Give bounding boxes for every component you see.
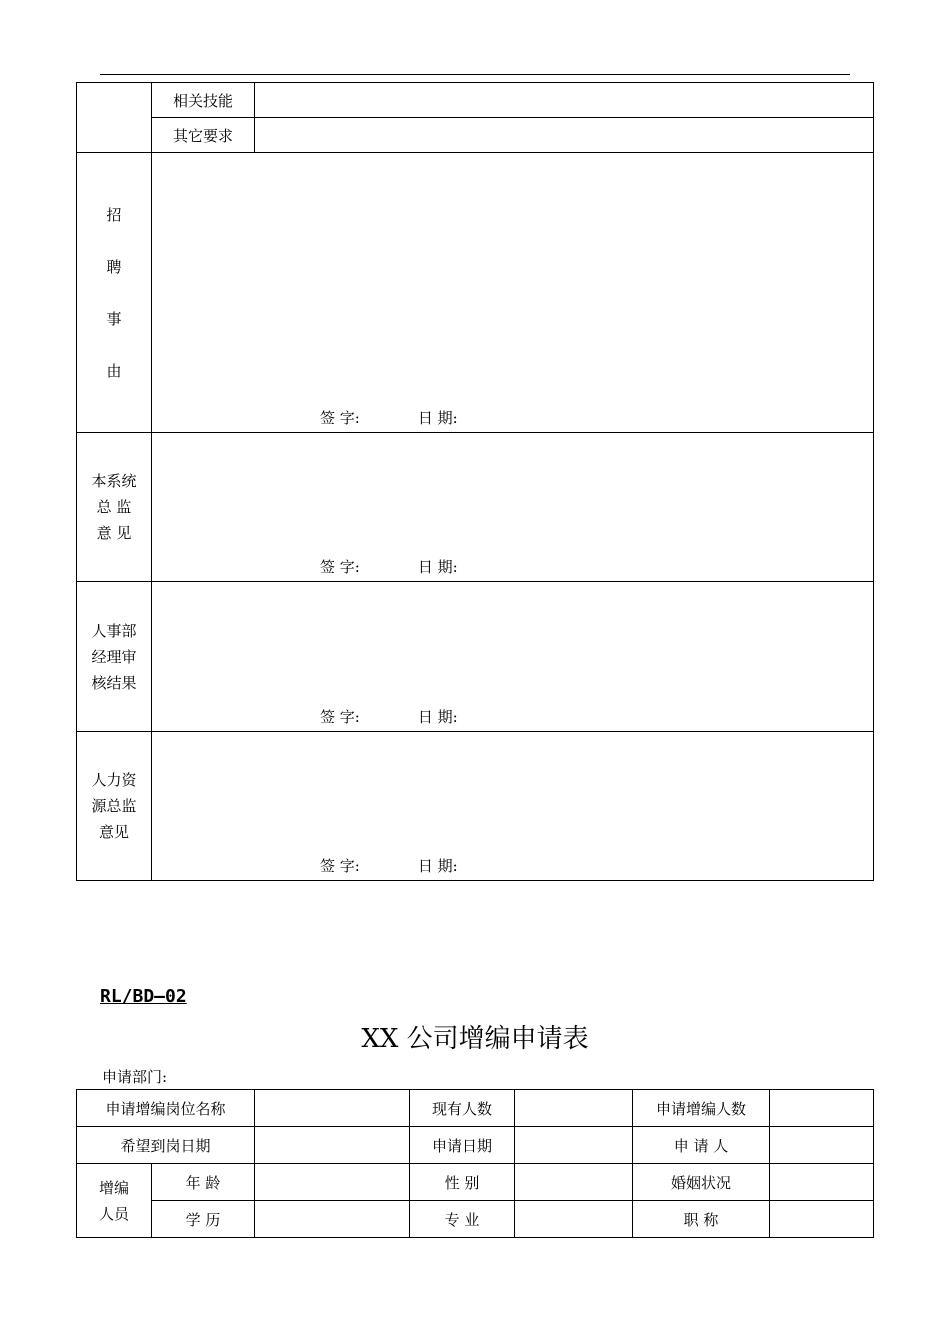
staff-label: 增编 人员 [77,1164,152,1238]
position-name-label: 申请增编岗位名称 [77,1090,255,1127]
job-title-field[interactable] [770,1201,874,1238]
age-label: 年 龄 [152,1164,255,1201]
recruitment-reason-label: 招 聘 事 由 [77,153,152,433]
skills-field[interactable] [255,83,874,118]
other-requirements-label: 其它要求 [152,118,255,153]
signature-line: 签 字: 日 期: [320,857,458,875]
apply-date-label: 申请日期 [410,1127,515,1164]
marital-status-label: 婚姻状况 [633,1164,770,1201]
headcount-application-table [76,1089,874,1238]
expected-date-field[interactable] [255,1127,410,1164]
hr-director-opinion-label: 人力资 源总监 意见 [77,732,152,881]
major-label: 专 业 [410,1201,515,1238]
director-opinion-field[interactable] [152,433,874,582]
signature-line: 签 字: 日 期: [320,409,458,427]
job-title-label: 职 称 [633,1201,770,1238]
header-rule [100,74,850,75]
recruitment-detail-table [76,82,874,881]
signature-line: 签 字: 日 期: [320,708,458,726]
apply-count-field[interactable] [770,1090,874,1127]
apply-count-label: 申请增编人数 [633,1090,770,1127]
hr-director-opinion-field[interactable] [152,732,874,881]
marital-status-field[interactable] [770,1164,874,1201]
position-name-field[interactable] [255,1090,410,1127]
signature-line: 签 字: 日 期: [320,558,458,576]
age-field[interactable] [255,1164,410,1201]
current-count-label: 现有人数 [410,1090,515,1127]
form-title: XX 公司增编申请表 [361,1024,589,1054]
hr-manager-result-field[interactable] [152,582,874,732]
education-label: 学 历 [152,1201,255,1238]
hr-manager-result-label: 人事部 经理审 核结果 [77,582,152,732]
gender-field[interactable] [515,1164,633,1201]
major-field[interactable] [515,1201,633,1238]
applicant-label: 申 请 人 [633,1127,770,1164]
form-code: RL/BD—02 [100,986,187,1007]
skills-label: 相关技能 [152,83,255,118]
education-field[interactable] [255,1201,410,1238]
gender-label: 性 别 [410,1164,515,1201]
applicant-field[interactable] [770,1127,874,1164]
director-opinion-label: 本系统 总 监 意 见 [77,433,152,582]
blank-label-cell [77,83,152,153]
current-count-field[interactable] [515,1090,633,1127]
expected-date-label: 希望到岗日期 [77,1127,255,1164]
other-requirements-field[interactable] [255,118,874,153]
recruitment-reason-field[interactable] [152,153,874,433]
apply-date-field[interactable] [515,1127,633,1164]
department-label: 申请部门: [102,1068,168,1086]
